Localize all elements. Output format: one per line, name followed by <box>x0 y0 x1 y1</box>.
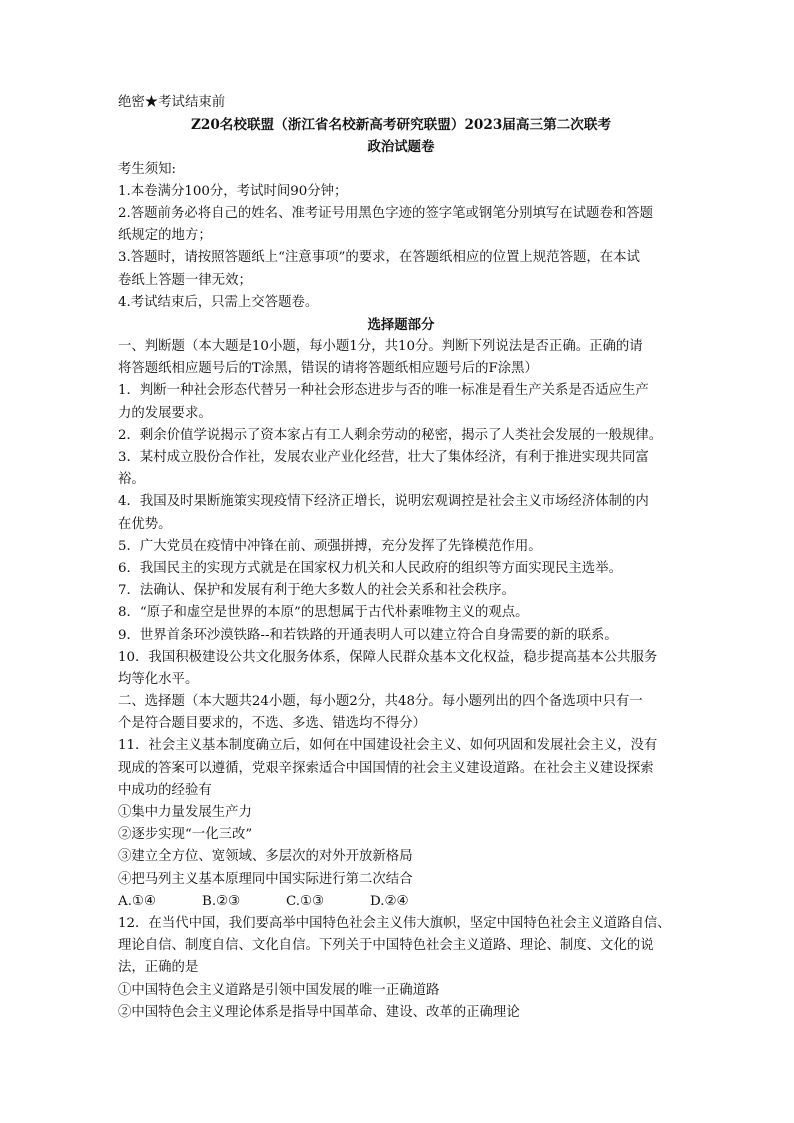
option-b: B.②③ <box>202 893 241 909</box>
question-11-options <box>118 891 684 913</box>
question-10: 10．我国积极建设公共文化服务体系，保障人民群众基本文化权益，稳步提高基本公共服务 <box>118 649 658 665</box>
question-12-statement-1: ①中国特色会主义道路是引领中国发展的唯一正确道路 <box>118 982 440 998</box>
question-11-cont-1: 现成的答案可以遵循，党艰辛探索适合中国国情的社会主义建设道路。在社会主义建设探索 <box>118 760 654 776</box>
question-5: 5．广大党员在疫情中冲锋在前、顽强拼搏，充分发挥了先锋模范作用。 <box>118 538 542 554</box>
question-7: 7．法确认、保护和发展有利于绝大多数人的社会关系和社会秩序。 <box>118 583 515 599</box>
question-2: 2．剩余价值学说揭示了资本家占有工人剩余劳动的秘密，揭示了人类社会发展的一般规律。 <box>118 427 663 443</box>
notice-item-3-cont: 卷纸上答题一律无效； <box>118 272 252 288</box>
question-9: 9．世界首条环沙漠铁路--和若铁路的开通表明人可以建立符合自身需要的新的联系。 <box>118 627 618 643</box>
notice-item-2-cont: 纸规定的地方； <box>118 228 212 244</box>
question-1: 1．判断一种社会形态代替另一种社会形态进步与否的唯一标准是看生产关系是否适应生产 <box>118 383 649 399</box>
question-3: 3．某村成立股份合作社，发展农业产业化经营，壮大了集体经济，有利于推进实现共同富 <box>118 450 649 465</box>
question-11-statement-1: ①集中力量发展生产力 <box>118 805 252 820</box>
part1-intro: 一、判断题（本大题是10小题，每小题1分，共10分。判断下列说法是否正确。正确的请 <box>118 339 643 355</box>
question-3-cont: 裕。 <box>118 472 145 488</box>
option-a: A.①④ <box>118 893 156 909</box>
part2-intro: 二、选择题（本大题共24小题，每小题2分，共48分。每小题列出的四个备选项中只有一 <box>118 694 643 710</box>
exam-subtitle: 政治试题卷 <box>367 139 435 156</box>
section-title: 选择题部分 <box>367 316 435 333</box>
question-1-cont: 力的发展要求。 <box>118 405 212 421</box>
exam-page <box>118 92 684 1024</box>
notice-item-4: 4.考试结束后，只需上交答题卷。 <box>118 294 319 310</box>
part1-intro-cont: 将答题纸相应题号后的T涂黑，错误的请将答题纸相应题号后的F涂黑） <box>118 361 538 377</box>
option-c: C.①③ <box>286 893 325 909</box>
exam-title: Z20名校联盟（浙江省名校新高考研究联盟）2023届高三第二次联考 <box>190 117 612 134</box>
question-11: 11．社会主义基本制度确立后，如何在中国建设社会主义、如何巩固和发展社会主义，没有 <box>118 738 658 754</box>
notice-heading: 考生须知: <box>118 161 177 177</box>
notice-item-2: 2.答题前务必将自己的姓名、准考证号用黑色字迹的签字笔或钢笔分别填写在试题卷和答题 <box>118 205 654 221</box>
option-d: D.②④ <box>370 893 409 909</box>
secrecy-label: 绝密★考试结束前 <box>118 95 226 110</box>
part2-intro-cont: 个是符合题目要求的，不选、多选、错选均不得分） <box>118 716 426 732</box>
question-11-statement-4: ④把马列主义基本原理同中国实际进行第二次结合 <box>118 871 413 887</box>
notice-item-3: 3.答题时，请按照答题纸上“注意事项”的要求，在答题纸相应的位置上规范答题，在本试 <box>118 250 640 266</box>
question-12-statement-2: ②中国特色会主义理论体系是指导中国革命、建设、改革的正确理论 <box>118 1004 520 1020</box>
question-6: 6．我国民主的实现方式就是在国家权力机关和人民政府的组织等方面实现民主选举。 <box>118 560 622 576</box>
question-12-cont-2: 法，正确的是 <box>118 960 199 976</box>
question-11-cont-2: 中成功的经验有 <box>118 782 212 798</box>
question-8: 8．“原子和虚空是世界的本原”的思想属于古代朴素唯物主义的观点。 <box>118 605 529 621</box>
question-12-cont-1: 理论自信、制度自信、文化自信。下列关于中国特色社会主义道路、理论、制度、文化的说 <box>118 938 654 954</box>
question-11-statement-3: ③建立全方位、宽领域、多层次的对外开放新格局 <box>118 849 413 865</box>
question-12: 12．在当代中国，我们要高举中国特色社会主义伟大旗帜，坚定中国特色社会主义道路自信、 <box>118 915 671 931</box>
question-10-cont: 均等化水平。 <box>118 671 199 687</box>
question-4-cont: 在优势。 <box>118 516 172 532</box>
notice-item-1: 1.本卷满分100分，考试时间90分钟； <box>118 183 348 199</box>
question-4: 4．我国及时果断施策实现疫情下经济正增长，说明宏观调控是社会主义市场经济体制的内 <box>118 494 649 510</box>
question-11-statement-2: ②逐步实现“一化三改” <box>118 827 253 843</box>
